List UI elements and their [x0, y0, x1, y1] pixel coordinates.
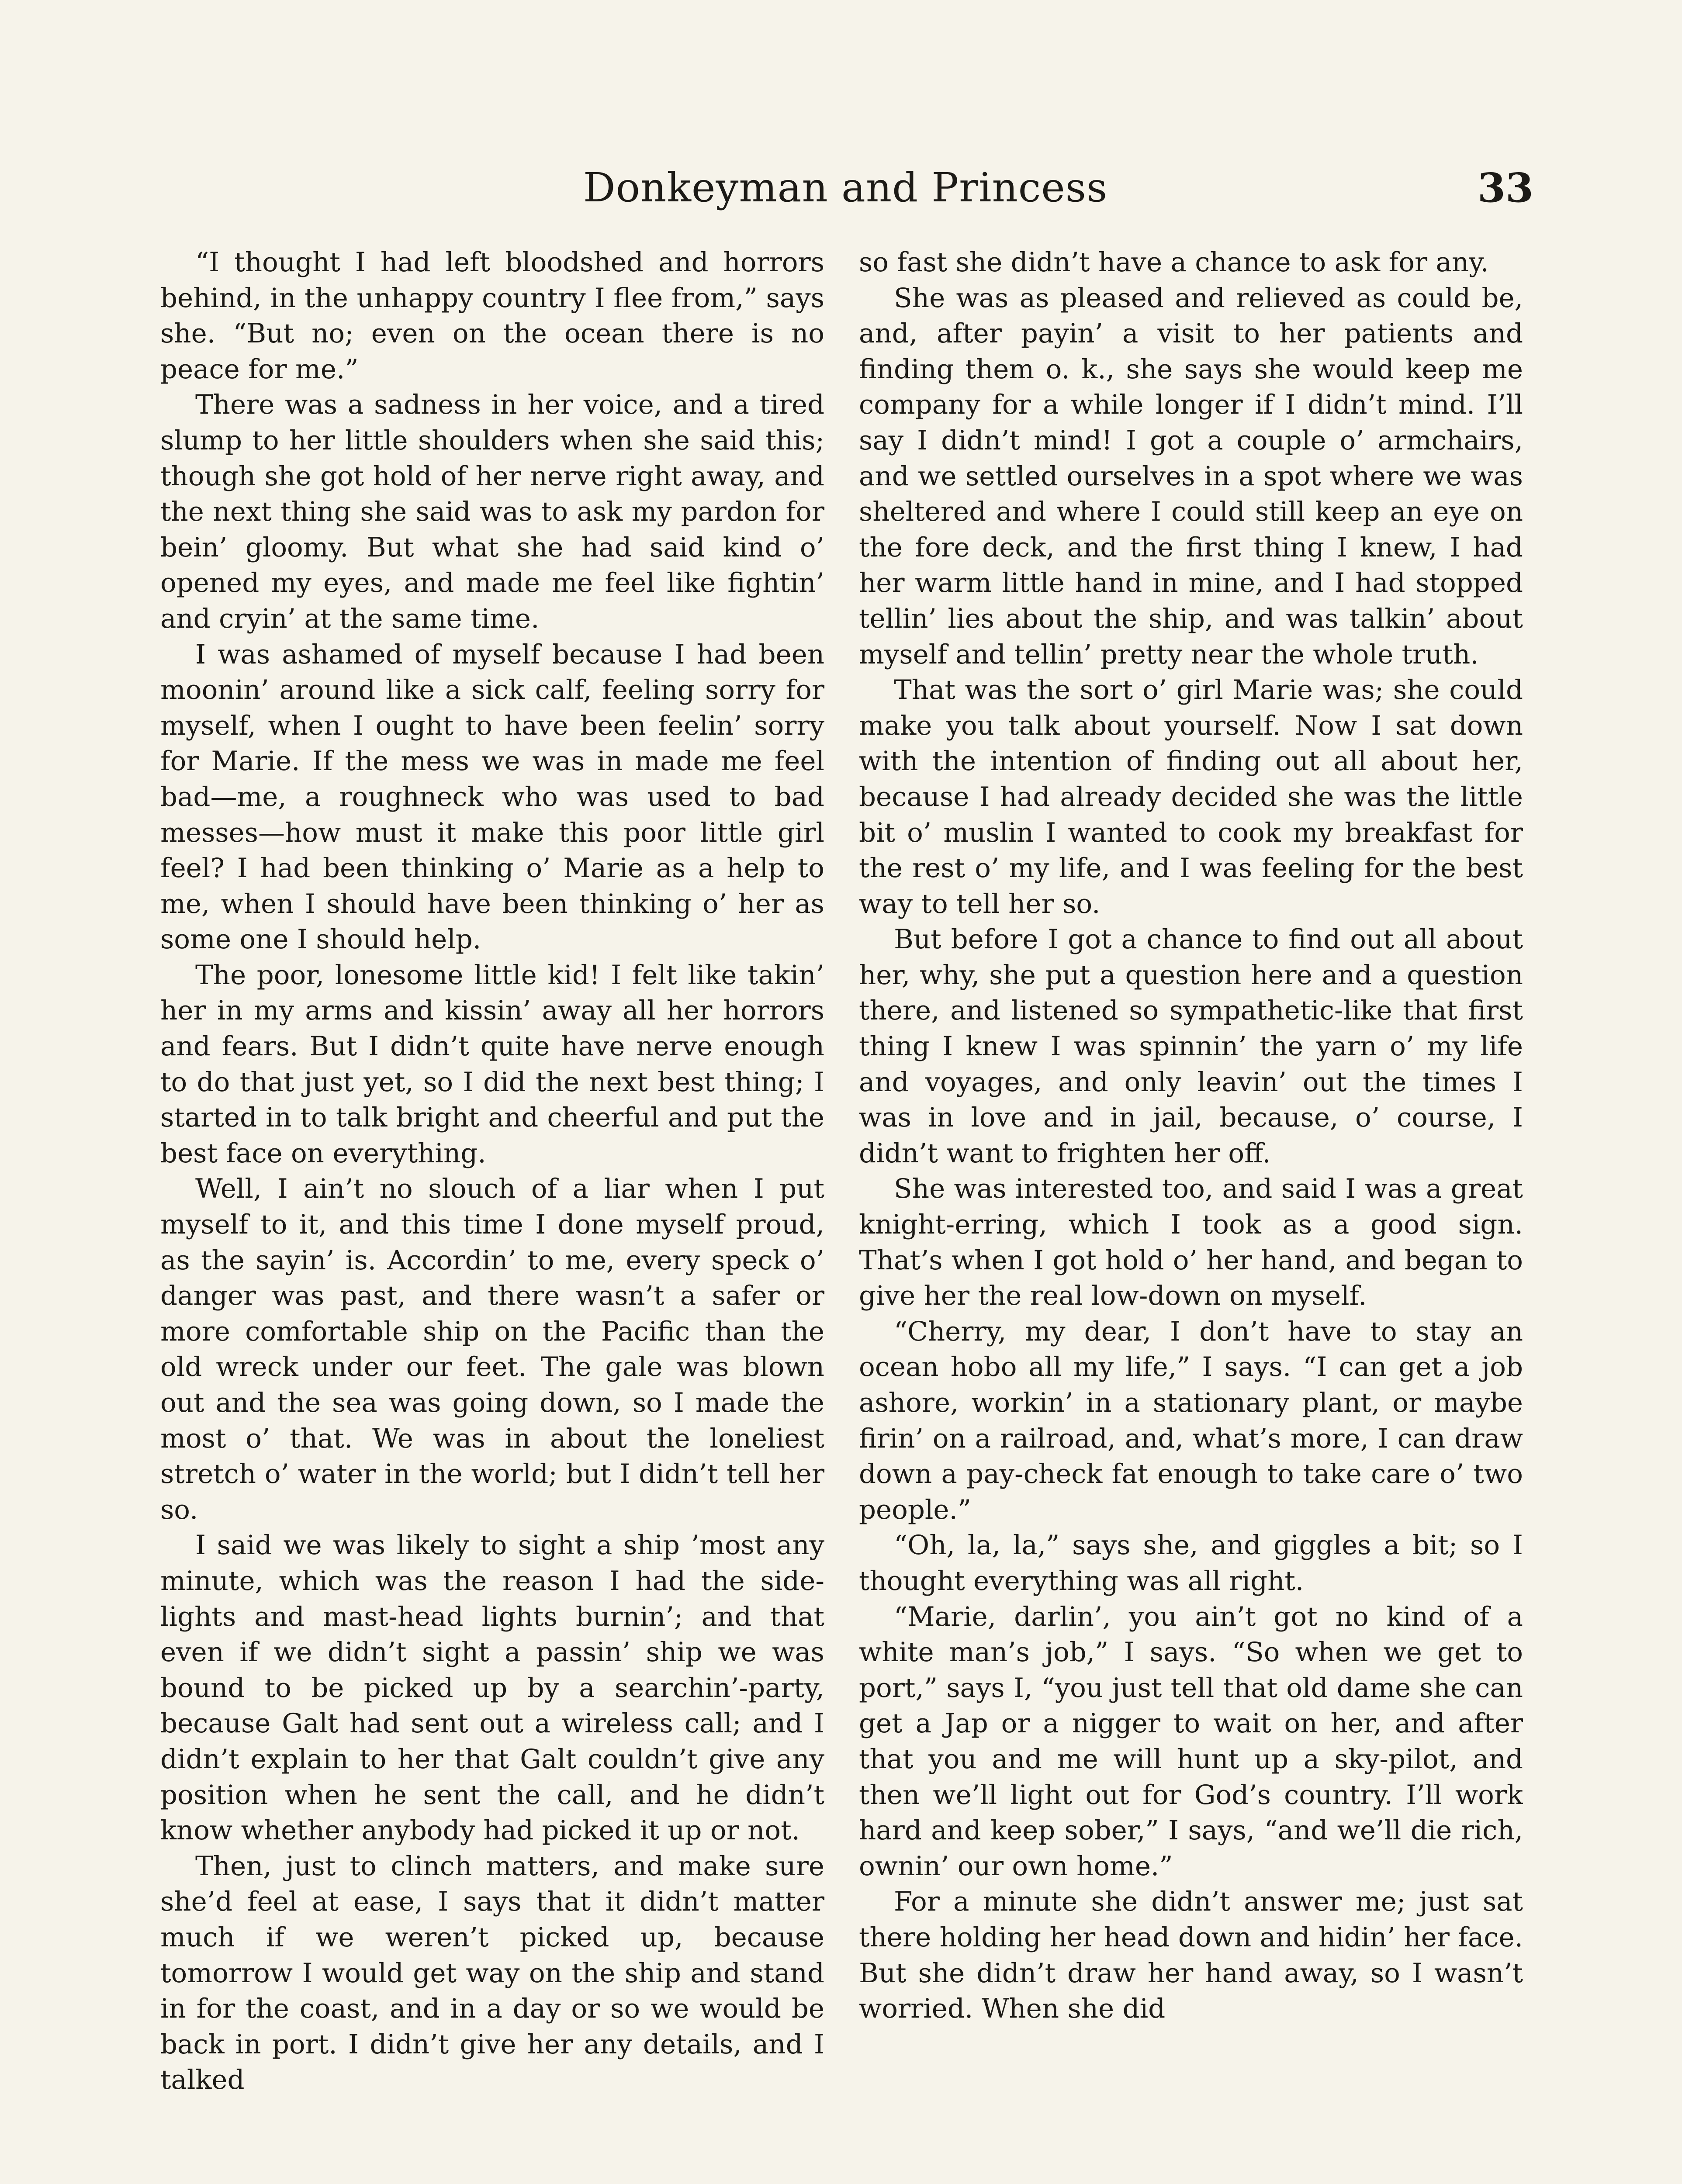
paragraph: For a minute she didn’t answer me; just sat there holding her head down and hidin’ her face. But she didn’t draw her hand away, so I wasn’t worried. When she did — [859, 1886, 1523, 2025]
paragraph-continuation: so fast she didn’t have a chance to ask for any. — [859, 247, 1489, 278]
paragraph: The poor, lonesome little kid! I felt like takin’ her in my arms and kissin’ away all her horrors and fears. But I didn’t quite have nerve enough to do that just yet, so I did the next best thing; I started in to talk bright and cheerful and put the best face on everything. — [160, 959, 824, 1169]
paragraph: That was the sort o’ girl Marie was; she could make you talk about yourself. Now I sat down with the intention of finding out all about her, because I had already decided she was the little bit o’ muslin I wanted to cook my breakfast for the rest o’ my life, and I was feeling for the best way to tell her so. — [859, 674, 1523, 919]
text-column-right — [859, 245, 1523, 2184]
paragraph: There was a sadness in her voice, and a tired slump to her little shoulders when she said this; though she got hold of her nerve right away, and the next thing she said was to ask my pardon for bein’ gloomy. But what she had said kind o’ opened my eyes, and made me feel like fightin’ and cryin’ at the same time. — [160, 389, 824, 634]
paragraph: I said we was likely to sight a ship ’most any minute, which was the reason I had the side-lights and mast-head lights burnin’; and that even if we didn’t sight a passin’ ship we was bound to be picked up by a searchin’-party, because Galt had sent out a wireless call; and I didn’t explain to her that Galt couldn’t give any position when he sent the call, and he didn’t know whether anybody had picked it up or not. — [160, 1530, 824, 1846]
paragraph: “Marie, darlin’, you ain’t got no kind of a white man’s job,” I says. “So when we get to port,” says I, “you just tell that old dame she can get a Jap or a nigger to wait on her, and after that you and me will hunt up a sky-pilot, and then we’ll light out for God’s country. I’ll work hard and keep sober,” I says, “and we’ll die rich, ownin’ our own home.” — [859, 1601, 1523, 1882]
page-header — [157, 162, 1533, 218]
paragraph: “I thought I had left bloodshed and horrors behind, in the unhappy country I flee from,” says she. “But no; even on the ocean there is no peace for me.” — [160, 247, 824, 385]
paragraph: Well, I ain’t no slouch of a liar when I put myself to it, and this time I done myself proud, as the sayin’ is. Accordin’ to me, every speck o’ danger was past, and there wasn’t a safer or more comfortable ship on the Pacific than the old wreck under our feet. The gale was blown out and the sea was going down, so I made the most o’ that. We was in about the loneliest stretch o’ water in the world; but I didn’t tell her so. — [160, 1173, 824, 1525]
paragraph: She was interested too, and said I was a great knight-erring, which I took as a good sign. That’s when I got hold o’ her hand, and began to give her the real low-down on myself. — [859, 1173, 1523, 1312]
running-title: Donkeyman and Princess — [583, 164, 1108, 211]
paragraph: “Cherry, my dear, I don’t have to stay an ocean hobo all my life,” I says. “I can get a job ashore, workin’ in a stationary plant, or maybe firin’ on a railroad, and, what’s more, I can draw down a pay-check fat enough to take care o’ two people.” — [859, 1316, 1523, 1525]
paragraph: But before I got a chance to find out all about her, why, she put a question here and a question there, and listened so sympathetic-like that first thing I knew I was spinnin’ the yarn o’ my life and voyages, and only leavin’ out the times I was in love and in jail, because, o’ course, I didn’t want to frighten her off. — [859, 924, 1523, 1169]
paragraph: She was as pleased and relieved as could be, and, after payin’ a visit to her patients and finding them o. k., she says she would keep me company for a while longer if I didn’t mind. I’ll say I didn’t mind! I got a couple o’ armchairs, and we settled ourselves in a spot where we was sheltered and where I could still keep an eye on the fore deck, and the first thing I knew, I had her warm little hand in mine, and I had stopped tellin’ lies about the ship, and was talkin’ about myself and tellin’ pretty near the whole truth. — [859, 282, 1523, 670]
paragraph: “Oh, la, la,” says she, and giggles a bit; so I thought everything was all right. — [859, 1530, 1523, 1597]
text-column-left — [160, 245, 824, 2184]
paragraph: I was ashamed of myself because I had been moonin’ around like a sick calf, feeling sorry for myself, when I ought to have been feelin’ sorry for Marie. If the mess we was in made me feel bad—me, a roughneck who was used to bad messes—how must it make this poor little girl feel? I had been thinking o’ Marie as a help to me, when I should have been thinking o’ her as some one I should help. — [160, 639, 824, 955]
paragraph: Then, just to clinch matters, and make sure she’d feel at ease, I says that it didn’t matter much if we weren’t picked up, because tomorrow I would get way on the ship and stand in for the coast, and in a day or so we would be back in port. I didn’t give her any details, and I talked — [160, 1850, 824, 2096]
page-number: 33 — [1477, 164, 1533, 211]
